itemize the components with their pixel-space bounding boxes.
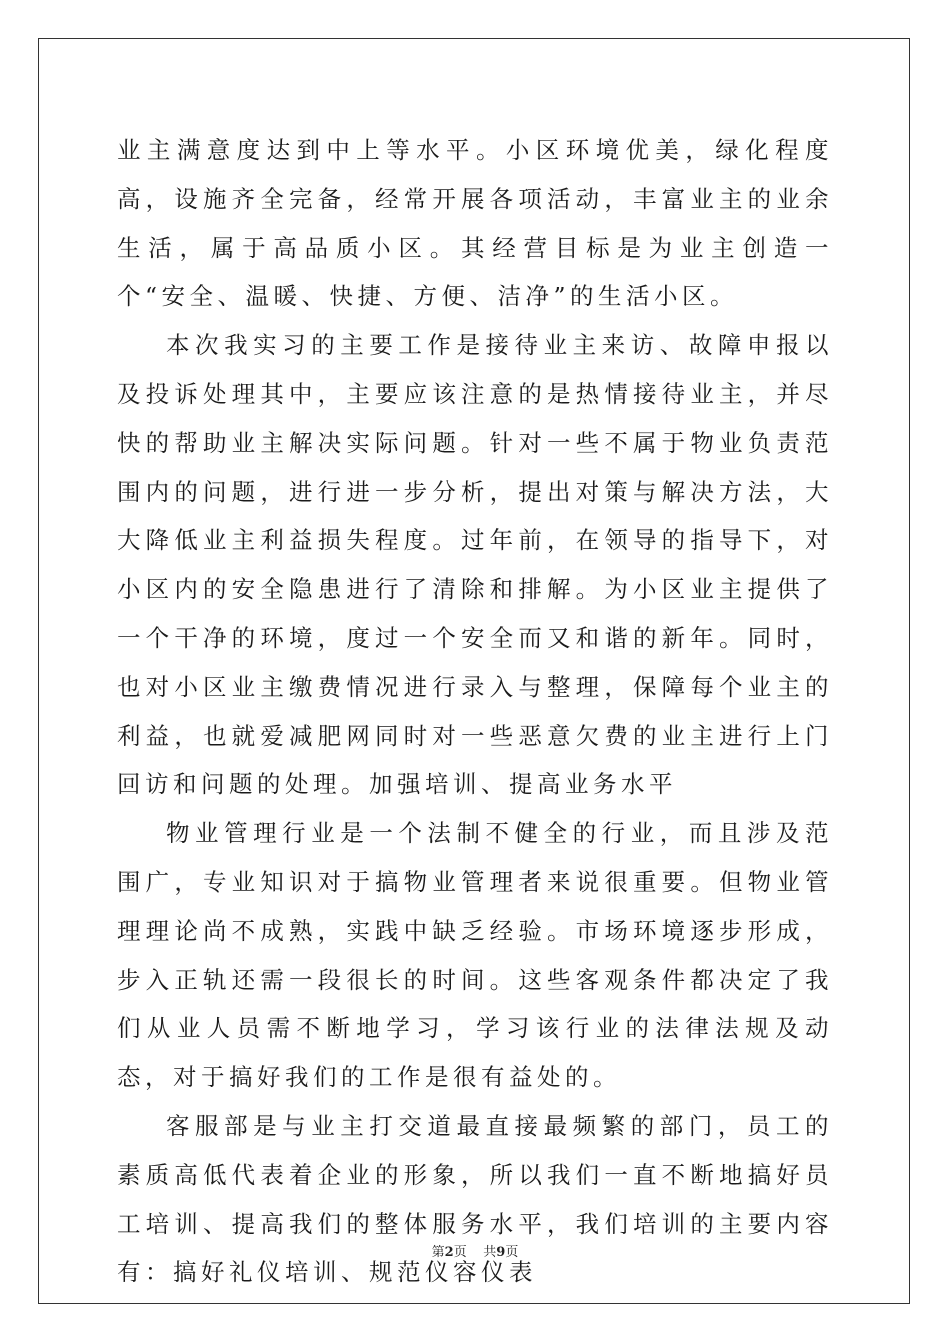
paragraph-2: 本次我实习的主要工作是接待业主来访、故障申报以及投诉处理其中，主要应该注意的是热情接待业主，并尽快的帮助业主解决实际问题。针对一些不属于物业负责范围内的问题，进行进一步分析，提出对策与解决方法，大大降低业主利益损失程度。过年前，在领导的指导下，对小区内的安全隐患进行了清除和排解。为小区业主提供了一个干净的环境，度过一个安全而又和谐的新年。同时，也对小区业主缴费情况进行录入与整理，保障每个业主的利益，也就爱减肥网同时对一些恶意欠费的业主进行上门回访和问题的处理。加强培训、提高业务水平 bbox=[117, 331, 833, 799]
document-body bbox=[117, 126, 833, 1297]
total-unit: 页 bbox=[505, 1245, 519, 1260]
page-footer bbox=[0, 1244, 950, 1262]
page-number-label bbox=[432, 1245, 467, 1260]
paragraph-3: 物业管理行业是一个法制不健全的行业，而且涉及范围广，专业知识对于搞物业管理者来说很重要。但物业管理理论尚不成熟，实践中缺乏经验。市场环境逐步形成，步入正轨还需一段很长的时间。这些客观条件都决定了我们从业人员需不断地学习，学习该行业的法律法规及动态，对于搞好我们的工作是很有益处的。 bbox=[117, 819, 833, 1092]
total-page-count: 9 bbox=[496, 1245, 506, 1260]
paragraph-1: 业主满意度达到中上等水平。小区环境优美，绿化程度高，设施齐全完备，经常开展各项活动，丰富业主的业余生活，属于高品质小区。其经营目标是为业主创造一个“安全、温暖、快捷、方便、洁净”的生活小区。 bbox=[117, 136, 833, 311]
page-unit: 页 bbox=[453, 1245, 467, 1260]
current-page-number: 2 bbox=[444, 1245, 454, 1260]
total-prefix: 共 bbox=[483, 1245, 497, 1260]
page-prefix: 第 bbox=[431, 1245, 445, 1260]
paragraph-4: 客服部是与业主打交道最直接最频繁的部门，员工的素质高低代表着企业的形象，所以我们一直不断地搞好员工培训、提高我们的整体服务水平，我们培训的主要内容有：搞好礼仪培训、规范仪容仪表 bbox=[117, 1111, 833, 1287]
total-pages-label bbox=[483, 1245, 518, 1260]
